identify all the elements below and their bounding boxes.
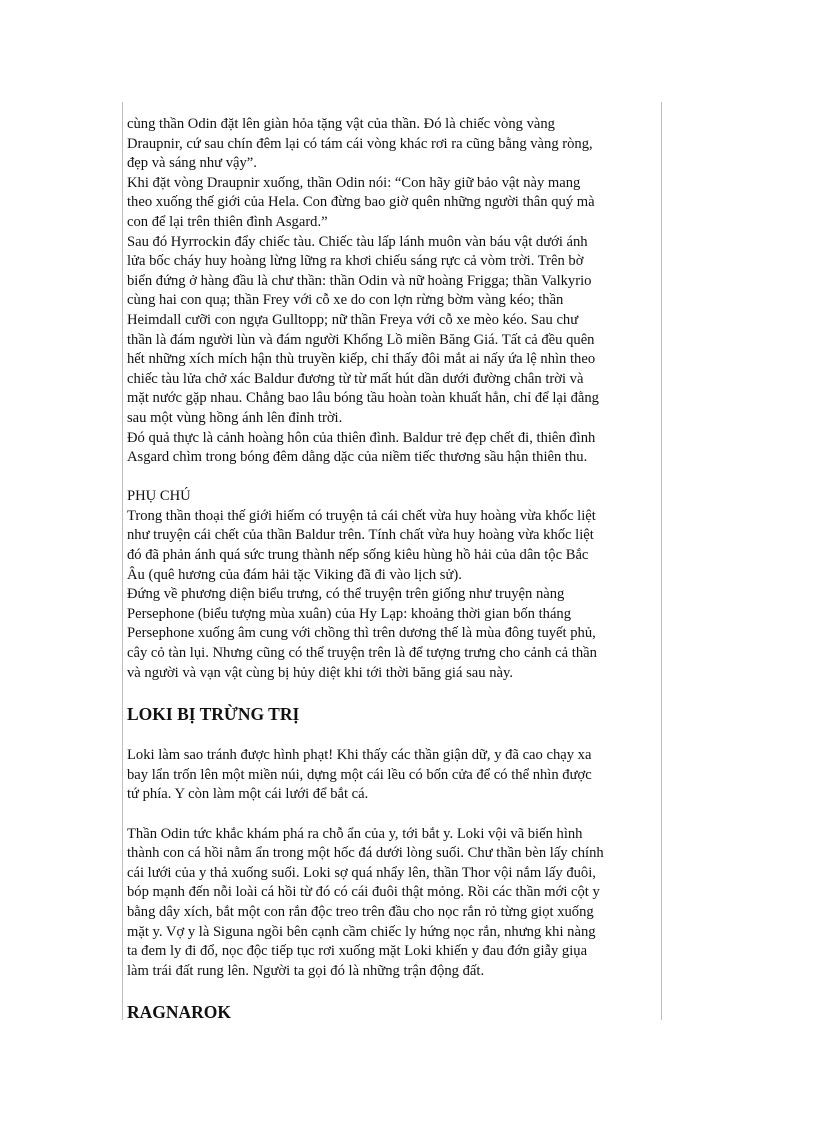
document-body <box>127 115 653 1024</box>
paragraph-loki-escape: Loki làm sao tránh được hình phạt! Khi thấy các thần giận dữ, y đã cao chạy xa bay lẩn trốn lên một miền núi, dựng một cái lều có bốn cửa để có thể nhìn được tứ phía. Y còn làm một cái lưới để bắt cá. <box>127 747 592 803</box>
paragraph-funeral-ship: Sau đó Hyrrockin đẩy chiếc tàu. Chiếc tàu lấp lánh muôn vàn báu vật dưới ánh lửa bốc cháy huy hoàng lừng lững ra khơi chiếu sáng rực cả vòm trời. Trên bờ biển đứng ở hàng đầu là chư thần: thần Odin và nữ hoàng Frigga; thần Valkyrio cùng hai con quạ; thần Frey với cỗ xe do con lợn rừng bờm vàng kéo; thần Heimdall cưỡi con ngựa Gulltopp; nữ thần Freya với cỗ xe mèo kéo. Sau chư thần là đám người lùn và đám người Khổng Lồ miền Băng Giá. Tất cả đều quên hết những xích mích hận thù truyền kiếp, chỉ thấy đôi mắt ai nấy ứa lệ nhìn theo chiếc tàu lửa chở xác Baldur đương từ từ mất hút dần dưới đường chân trời và mặt nước gặp nhau. Chẳng bao lâu bóng tầu hoàn toàn khuất hẳn, chỉ để lại đằng sau một vùng hồng ánh lên đỉnh trời. <box>127 233 599 426</box>
paragraph-odin-speech: Khi đặt vòng Draupnir xuống, thần Odin nói: “Con hãy giữ bảo vật này mang theo xuống thế giới của Hela. Con đừng bao giờ quên những người thân quý mà con để lại trên thiên đình Asgard.” <box>127 174 595 230</box>
section-heading-loki: LOKI BỊ TRỪNG TRỊ <box>127 704 300 725</box>
note-paragraph: Trong thần thoại thế giới hiếm có truyện tả cái chết vừa huy hoàng vừa khốc liệt như truyện cái chết của thần Baldur trên. Tính chất vừa huy hoàng vừa khốc liệt đó đã phản ánh quá sức trung thành nếp sống kiêu hùng hồ hải của dân tộc Bắc Âu (quê hương của đám hải tặc Viking đã đi vào lịch sử). <box>127 507 596 583</box>
paragraph-loki-punishment: Thần Odin tức khắc khám phá ra chỗ ẩn của y, tới bắt y. Loki vội vã biến hình thành con cá hồi nằm ẩn trong một hốc đá dưới lòng suối. Chư thần bèn lấy chính cái lưới của y thả xuống suối. Loki sợ quá nhẩy lên, thần Thor vội nắm lấy đuôi, bóp mạnh đến nỗi loài cá hồi từ đó có cái đuôi thật mỏng. Rồi các thần mới cột y bằng dây xích, bắt một con rắn độc treo trên đầu cho nọc rắn rỏ từng giọt xuống mặt y. Vợ y là Siguna ngồi bên cạnh cầm chiếc ly hứng nọc rắn, nhưng khi nàng ta đem ly đi đổ, nọc độc tiếp tục rơi xuống mặt Loki khiến y đau đớn giẫy giụa làm trái đất rung lên. Người ta gọi đó là những trận động đất. <box>127 825 604 979</box>
section-heading-ragnarok: RAGNAROK <box>127 1002 232 1023</box>
paragraph-draupnir: cùng thần Odin đặt lên giàn hỏa tặng vật của thần. Đó là chiếc vòng vàng Draupnir, cứ sau chín đêm lại có tám cái vòng khác rơi ra cũng bằng vàng ròng, đẹp và sáng như vậy”. <box>127 116 593 172</box>
paragraph-twilight: Đó quả thực là cảnh hoàng hôn của thiên đình. Baldur trẻ đẹp chết đi, thiên đình Asgard chìm trong bóng đêm dằng dặc của niềm tiếc thương sầu hận thiên thu. <box>127 429 596 466</box>
note-title: PHỤ CHÚ <box>127 488 191 505</box>
note-paragraph: Đứng về phương diện biểu trưng, có thể truyện trên giống như truyện nàng Persephone (biểu tượng mùa xuân) của Hy Lạp: khoảng thời gian bốn tháng Persephone xuống âm cung với chồng thì trên dương thế là mùa đông tuyết phủ, cây cỏ tàn lụi. Nhưng cũng có thể truyện trên là để tượng trưng cho cảnh cả thần và người và vạn vật cùng bị hủy diệt khi tới thời băng giá sau này. <box>127 586 597 681</box>
